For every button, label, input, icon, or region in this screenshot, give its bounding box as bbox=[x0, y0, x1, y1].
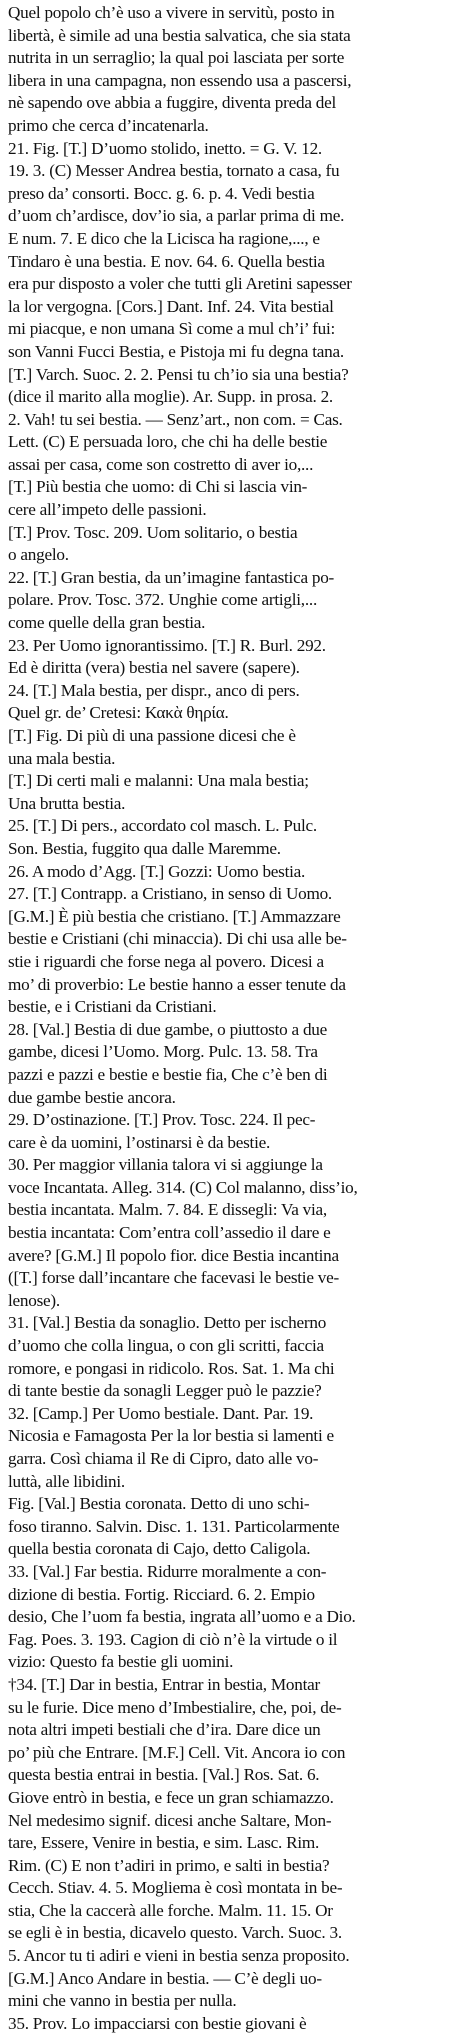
text-line: assai per casa, come son costretto di aver io,... bbox=[8, 454, 314, 474]
text-line: Nel medesimo signif. dicesi anche Saltare, Mon- bbox=[8, 1810, 332, 1830]
text-line: voce Incantata. Alleg. 314. (C) Col malanno, diss’io, bbox=[8, 1177, 358, 1197]
text-line: Rim. (C) E non t’adiri in primo, e salti in bestia? bbox=[8, 1855, 330, 1875]
text-line: nota altri impeti bestiali che d’ira. Dare dice un bbox=[8, 1720, 321, 1740]
text-line: Quel gr. de’ Cretesi: Κακὰ θηρία. bbox=[8, 703, 229, 723]
text-line: libertà, è simile ad una bestia salvatica, che sia stata bbox=[8, 25, 351, 45]
text-line: bestie, e i Cristiani da Cristiani. bbox=[8, 997, 217, 1017]
text-line: †34. [T.] Dar in bestia, Entrar in bestia, Montar bbox=[8, 1674, 320, 1694]
text-line: 31. [Val.] Bestia da sonaglio. Detto per ischerno bbox=[8, 1313, 327, 1333]
text-line: Ed è diritta (vera) bestia nel savere (sapere). bbox=[8, 658, 300, 678]
text-line: Nicosia e Famagosta Per la lor bestia si lamenti e bbox=[8, 1426, 334, 1446]
text-line: (dice il marito alla moglie). Ar. Supp. in prosa. 2. bbox=[8, 387, 333, 407]
text-line: 27. [T.] Contrapp. a Cristiano, in senso di Uomo. bbox=[8, 884, 332, 904]
text-line: bestie e Cristiani (chi minaccia). Di chi usa alle be- bbox=[8, 929, 347, 949]
text-line: Fig. [Val.] Bestia coronata. Detto di uno schi- bbox=[8, 1494, 310, 1514]
text-line: Quel popolo ch’è uso a vivere in servitù, posto in bbox=[8, 3, 335, 22]
text-line: po’ più che Entrare. [M.F.] Cell. Vit. Ancora io con bbox=[8, 1742, 346, 1762]
text-line: Fag. Poes. 3. 193. Cagion di ciò n’è la virtude o il bbox=[8, 1629, 338, 1649]
text-line: avere? [G.M.] Il popolo fior. dice Bestia incantina bbox=[8, 1245, 339, 1265]
text-line: Una brutta bestia. bbox=[8, 793, 126, 813]
text-line: come quelle della gran bestia. bbox=[8, 613, 206, 633]
text-line: lenose). bbox=[8, 1290, 60, 1310]
text-line: [T.] Di certi mali e malanni: Una mala bestia; bbox=[8, 771, 309, 791]
text-line: pazzi e pazzi e bestie e bestie fia, Che c’è ben di bbox=[8, 1064, 328, 1084]
text-line: garra. Così chiama il Re di Cipro, dato alle vo- bbox=[8, 1449, 319, 1468]
text-line: 2. Vah! tu sei bestia. — Senz’art., non com. = Cas. bbox=[8, 409, 343, 429]
text-line: questa bestia entrai in bestia. [Val.] Ros. Sat. 6. bbox=[8, 1765, 320, 1785]
text-line: 30. Per maggior villania talora vi si aggiunge la bbox=[8, 1155, 323, 1175]
text-line: mo’ di proverbio: Le bestie hanno a esser tenute da bbox=[8, 974, 346, 994]
text-line: foso tiranno. Salvin. Disc. 1. 131. Particolarmente bbox=[8, 1516, 340, 1536]
text-line: [T.] Più bestia che uomo: di Chi si lascia vin- bbox=[8, 477, 308, 497]
text-line: 29. D’ostinazione. [T.] Prov. Tosc. 224. Il pec- bbox=[8, 1110, 316, 1130]
text-line: 22. [T.] Gran bestia, da un’imagine fantastica po- bbox=[8, 567, 335, 587]
text-line: era pur disposto a voler che tutti gli Aretini sapesser bbox=[8, 274, 352, 294]
text-line: son Vanni Fucci Bestia, e Pistoja mi fu degna tana. bbox=[8, 341, 344, 361]
text-line: una mala bestia. bbox=[8, 748, 116, 768]
text-line: 32. [Camp.] Per Uomo bestiale. Dant. Par. 19. bbox=[8, 1403, 314, 1423]
text-line: 23. Per Uomo ignorantissimo. [T.] R. Burl. 292. bbox=[8, 635, 326, 655]
text-line: care è da uomini, l’ostinarsi è da bestie. bbox=[8, 1132, 271, 1152]
text-line: 25. [T.] Di pers., accordato col masch. L. Pulc. bbox=[8, 816, 317, 836]
text-line: bestia incantata: Com’entra coll’assedio il dare e bbox=[8, 1223, 331, 1243]
text-line: quella bestia coronata di Cajo, detto Caligola. bbox=[8, 1539, 311, 1559]
text-line: 24. [T.] Mala bestia, per dispr., anco di pers. bbox=[8, 680, 300, 700]
text-line: se egli è in bestia, dicavelo questo. Varch. Suoc. 3. bbox=[8, 1923, 342, 1943]
text-line: stie i riguardi che forse nega al povero. Dicesi a bbox=[8, 951, 324, 971]
text-line: 35. Prov. Lo impacciarsi con bestie giovani è bbox=[8, 2013, 307, 2033]
text-line: 21. Fig. [T.] D’uomo stolido, inetto. = G. V. 12. bbox=[8, 138, 322, 158]
text-line: libera in una campagna, non essendo usa a pascersi, bbox=[8, 70, 352, 90]
text-line: ([T.] forse dall’incantare che facevasi le bestie ve- bbox=[8, 1268, 339, 1288]
text-line: Lett. (C) E persuada loro, che chi ha delle bestie bbox=[8, 432, 328, 452]
text-line: tare, Essere, Venire in bestia, e sim. Lasc. Rim. bbox=[8, 1833, 320, 1853]
text-line: desio, Che l’uom fa bestia, ingrata all’uomo e a Dio. bbox=[8, 1607, 356, 1627]
text-line: gambe, dicesi l’Uomo. Morg. Pulc. 13. 58. Tra bbox=[8, 1042, 318, 1062]
text-line: 33. [Val.] Far bestia. Ridurre moralmente a con- bbox=[8, 1561, 327, 1581]
text-line: E num. 7. E dico che la Licisca ha ragione,..., e bbox=[8, 228, 320, 248]
text-line: 19. 3. (C) Messer Andrea bestia, tornato a casa, fu bbox=[8, 161, 340, 181]
text-line: [G.M.] È più bestia che cristiano. [T.] Ammazzare bbox=[8, 906, 341, 926]
text-line: su le furie. Dice meno d’Imbestialire, che, poi, de- bbox=[8, 1697, 342, 1717]
text-line: luttà, alle libidini. bbox=[8, 1471, 125, 1491]
text-line: Cecch. Stiav. 4. 5. Mogliema è così montata in be- bbox=[8, 1878, 343, 1898]
text-line: preso da’ consorti. Bocc. g. 6. p. 4. Vedi bestia bbox=[8, 183, 315, 203]
text-line: nutrita in un serraglio; la qual poi lasciata per sorte bbox=[8, 48, 345, 68]
text-line: 28. [Val.] Bestia di due gambe, o piuttosto a due bbox=[8, 1019, 328, 1039]
text-column bbox=[8, 2, 465, 2035]
text-line: vizio: Questo fa bestie gli uomini. bbox=[8, 1652, 234, 1672]
text-line: d’uomo che colla lingua, o con gli scritti, faccia bbox=[8, 1336, 324, 1356]
text-line: o angelo. bbox=[8, 545, 69, 565]
text-line: la lor vergogna. [Cors.] Dant. Inf. 24. Vita bestial bbox=[8, 296, 334, 316]
text-line: mi piacque, e non umana Sì come a mul ch’i’ fui: bbox=[8, 319, 336, 339]
text-line: bestia incantata. Malm. 7. 84. E dissegli: Va via, bbox=[8, 1200, 327, 1220]
text-line: primo che cerca d’incatenarla. bbox=[8, 115, 209, 135]
text-line: 26. A modo d’Agg. [T.] Gozzi: Uomo bestia. bbox=[8, 861, 306, 881]
text-line: Son. Bestia, fuggito qua dalle Maremme. bbox=[8, 838, 281, 858]
text-line: mini che vanno in bestia per nulla. bbox=[8, 1991, 237, 2011]
text-line: [T.] Varch. Suoc. 2. 2. Pensi tu ch’io sia una bestia? bbox=[8, 364, 349, 384]
text-line: [T.] Fig. Di più di una passione dicesi che è bbox=[8, 726, 296, 745]
text-line: 5. Ancor tu ti adiri e vieni in bestia senza proposito. bbox=[8, 1946, 350, 1966]
text-line: d’uom ch’ardisce, dov’io sia, a parlar prima di me. bbox=[8, 206, 345, 226]
text-line: due gambe bestie ancora. bbox=[8, 1087, 176, 1107]
text-line: Giove entrò in bestia, e fece un gran schiamazzo. bbox=[8, 1787, 334, 1807]
text-line: dizione di bestia. Fortig. Ricciard. 6. 2. Empio bbox=[8, 1584, 315, 1604]
text-line: cere all’impeto delle passioni. bbox=[8, 500, 207, 520]
text-line: stia, Che la caccerà alle forche. Malm. 11. 15. Or bbox=[8, 1900, 333, 1920]
text-line: [G.M.] Anco Andare in bestia. — C’è degli uo- bbox=[8, 1968, 322, 1988]
text-line: Tindaro è una bestia. E nov. 64. 6. Quella bestia bbox=[8, 251, 325, 271]
text-line: nè sapendo ove abbia a fuggire, diventa preda del bbox=[8, 93, 337, 113]
text-line: romore, e pongasi in ridicolo. Ros. Sat. 1. Ma chi bbox=[8, 1358, 335, 1378]
text-line: di tante bestie da sonagli Legger può le pazzie? bbox=[8, 1381, 322, 1401]
text-line: polare. Prov. Tosc. 372. Unghie come artigli,... bbox=[8, 590, 317, 610]
text-line: [T.] Prov. Tosc. 209. Uom solitario, o bestia bbox=[8, 522, 298, 542]
